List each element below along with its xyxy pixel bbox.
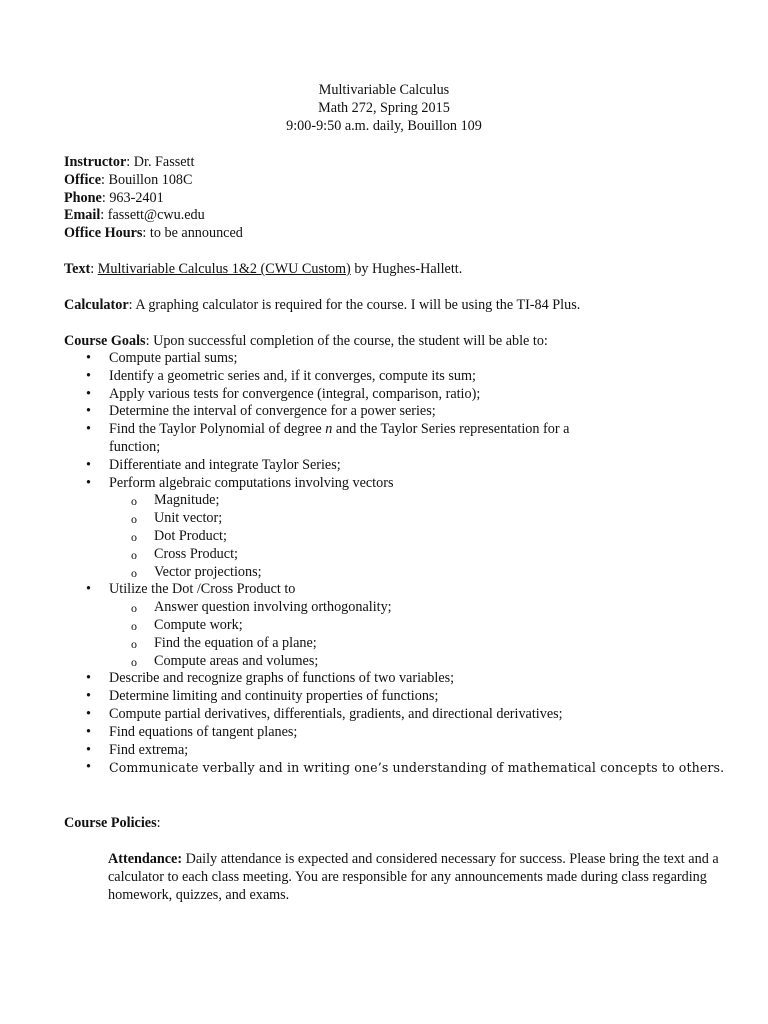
- office-value: : Bouillon 108C: [101, 172, 193, 188]
- goal-item: [64, 475, 744, 493]
- goal-item: [64, 581, 744, 599]
- sub-item: [64, 617, 744, 635]
- goal-item: [64, 706, 744, 724]
- degree-variable: n: [325, 421, 333, 438]
- bullet-icon: •: [86, 421, 91, 438]
- goal-text: Identify a geometric series and, if it converges, compute its sum;: [109, 367, 476, 384]
- sub-item-text: Find the equation of a plane;: [154, 634, 317, 651]
- textbook-separator: :: [90, 261, 98, 277]
- course-goals-heading: [64, 333, 548, 351]
- circle-bullet-icon: o: [131, 512, 137, 527]
- instructor-line: [64, 154, 194, 172]
- phone-line: [64, 190, 164, 208]
- phone-value: : 963-2401: [101, 190, 164, 206]
- goal-text-part: Find the Taylor Polynomial of degree: [109, 421, 326, 438]
- attendance-label: Attendance:: [108, 851, 183, 867]
- goal-text: Compute partial derivatives, differentials, gradients, and directional derivatives;: [109, 705, 563, 722]
- course-title: Multivariable Calculus: [318, 82, 450, 98]
- sub-item-text: Answer question involving orthogonality;: [154, 599, 392, 616]
- circle-bullet-icon: o: [131, 547, 137, 562]
- course-goals-list: [64, 350, 744, 777]
- sub-item: [64, 492, 744, 510]
- attendance-text: Daily attendance is expected and considered necessary for success. Please bring the text and a calculator to each class meeting. You are responsible for any announcements made during class regarding homework, quizzes, and exams.: [108, 851, 719, 903]
- course-policies-colon: :: [156, 815, 161, 831]
- bullet-icon: •: [86, 474, 91, 491]
- phone-label: Phone: [64, 190, 102, 206]
- goal-text: Perform algebraic computations involving vectors: [109, 474, 394, 491]
- sub-item: [64, 653, 744, 671]
- calculator-text: : A graphing calculator is required for the course. I will be using the TI-84 Plus.: [128, 297, 581, 313]
- bullet-icon: •: [86, 741, 91, 758]
- sub-item: [64, 599, 744, 617]
- goal-sublist: [64, 599, 744, 670]
- bullet-icon: •: [86, 723, 91, 740]
- goal-item: [64, 688, 744, 706]
- sub-item: [64, 635, 744, 653]
- goal-item: [64, 724, 744, 742]
- goal-item: [64, 386, 744, 404]
- office-line: [64, 172, 192, 190]
- office-label: Office: [64, 172, 102, 188]
- product-subitems: [64, 599, 744, 670]
- sub-item-text: Compute work;: [154, 616, 243, 633]
- course-goals-intro: : Upon successful completion of the course, the student will be able to:: [145, 333, 548, 349]
- bullet-icon: •: [86, 688, 91, 705]
- bullet-icon: •: [86, 759, 91, 776]
- instructor-label: Instructor: [64, 154, 127, 170]
- sub-item: [64, 546, 744, 564]
- circle-bullet-icon: o: [131, 494, 137, 509]
- goal-text: Determine limiting and continuity properties of functions;: [109, 688, 439, 705]
- circle-bullet-icon: o: [131, 565, 137, 580]
- sub-item-text: Dot Product;: [154, 527, 227, 544]
- course-policies-label: Course Policies: [64, 815, 157, 831]
- attendance-paragraph: [108, 851, 728, 904]
- course-goals-label: Course Goals: [64, 333, 146, 349]
- textbook-title: Multivariable Calculus 1&2 (CWU Custom): [97, 261, 351, 277]
- goal-text: Find equations of tangent planes;: [109, 723, 298, 740]
- calculator-line: [64, 297, 580, 315]
- office-hours-label: Office Hours: [64, 225, 143, 241]
- goal-sublist: [64, 492, 744, 581]
- circle-bullet-icon: o: [131, 618, 137, 633]
- email-value: : fassett@cwu.edu: [100, 207, 205, 223]
- sub-item-text: Vector projections;: [154, 563, 262, 580]
- goal-text: [109, 421, 619, 457]
- goal-item: [64, 670, 744, 688]
- sub-item: [64, 510, 744, 528]
- office-hours-value: : to be announced: [142, 225, 243, 241]
- sub-item-text: Compute areas and volumes;: [154, 652, 319, 669]
- goal-item: [64, 759, 744, 777]
- course-schedule: 9:00-9:50 a.m. daily, Bouillon 109: [286, 118, 482, 134]
- sub-item-text: Cross Product;: [154, 545, 238, 562]
- circle-bullet-icon: o: [131, 529, 137, 544]
- vector-subitems: [64, 492, 744, 581]
- goal-item: [64, 350, 744, 368]
- goal-text-part: and the Taylor Series representation for a function;: [109, 421, 570, 455]
- sub-item: [64, 564, 744, 582]
- bullet-icon: •: [86, 350, 91, 366]
- sub-item-text: Magnitude;: [154, 492, 220, 509]
- course-number: Math 272, Spring 2015: [318, 100, 450, 116]
- circle-bullet-icon: o: [131, 654, 137, 669]
- textbook-line: [64, 261, 462, 279]
- goal-text: Utilize the Dot /Cross Product to: [109, 581, 296, 598]
- bullet-icon: •: [86, 670, 91, 687]
- email-label: Email: [64, 207, 101, 223]
- office-hours-line: [64, 225, 243, 243]
- goal-item: [64, 368, 744, 386]
- calculator-label: Calculator: [64, 297, 129, 313]
- textbook-label: Text: [64, 261, 91, 277]
- email-line: [64, 207, 205, 225]
- goal-item: [64, 742, 744, 760]
- sub-item-text: Unit vector;: [154, 510, 223, 527]
- bullet-icon: •: [86, 367, 91, 384]
- bullet-icon: •: [86, 385, 91, 402]
- bullet-icon: •: [86, 456, 91, 473]
- textbook-author: by Hughes-Hallett.: [350, 261, 463, 277]
- bullet-icon: •: [86, 403, 91, 420]
- goal-text: Describe and recognize graphs of functions of two variables;: [109, 670, 455, 687]
- course-policies-heading: [64, 815, 161, 833]
- bullet-icon: •: [86, 705, 91, 722]
- sub-item: [64, 528, 744, 546]
- circle-bullet-icon: o: [131, 636, 137, 651]
- goal-text: Compute partial sums;: [109, 350, 238, 366]
- goal-text: Determine the interval of convergence for a power series;: [109, 403, 436, 420]
- bullet-icon: •: [86, 581, 91, 598]
- goal-text: Apply various tests for convergence (integral, comparison, ratio);: [109, 385, 481, 402]
- goal-text: Communicate verbally and in writing one’s understanding of mathematical concepts to others.: [109, 760, 725, 776]
- instructor-value: : Dr. Fassett: [126, 154, 195, 170]
- goal-item: [64, 457, 744, 475]
- goal-item: [64, 421, 744, 457]
- goal-item: [64, 403, 744, 421]
- goal-text: Differentiate and integrate Taylor Series;: [109, 456, 341, 473]
- goal-text: Find extrema;: [109, 741, 189, 758]
- circle-bullet-icon: o: [131, 601, 137, 616]
